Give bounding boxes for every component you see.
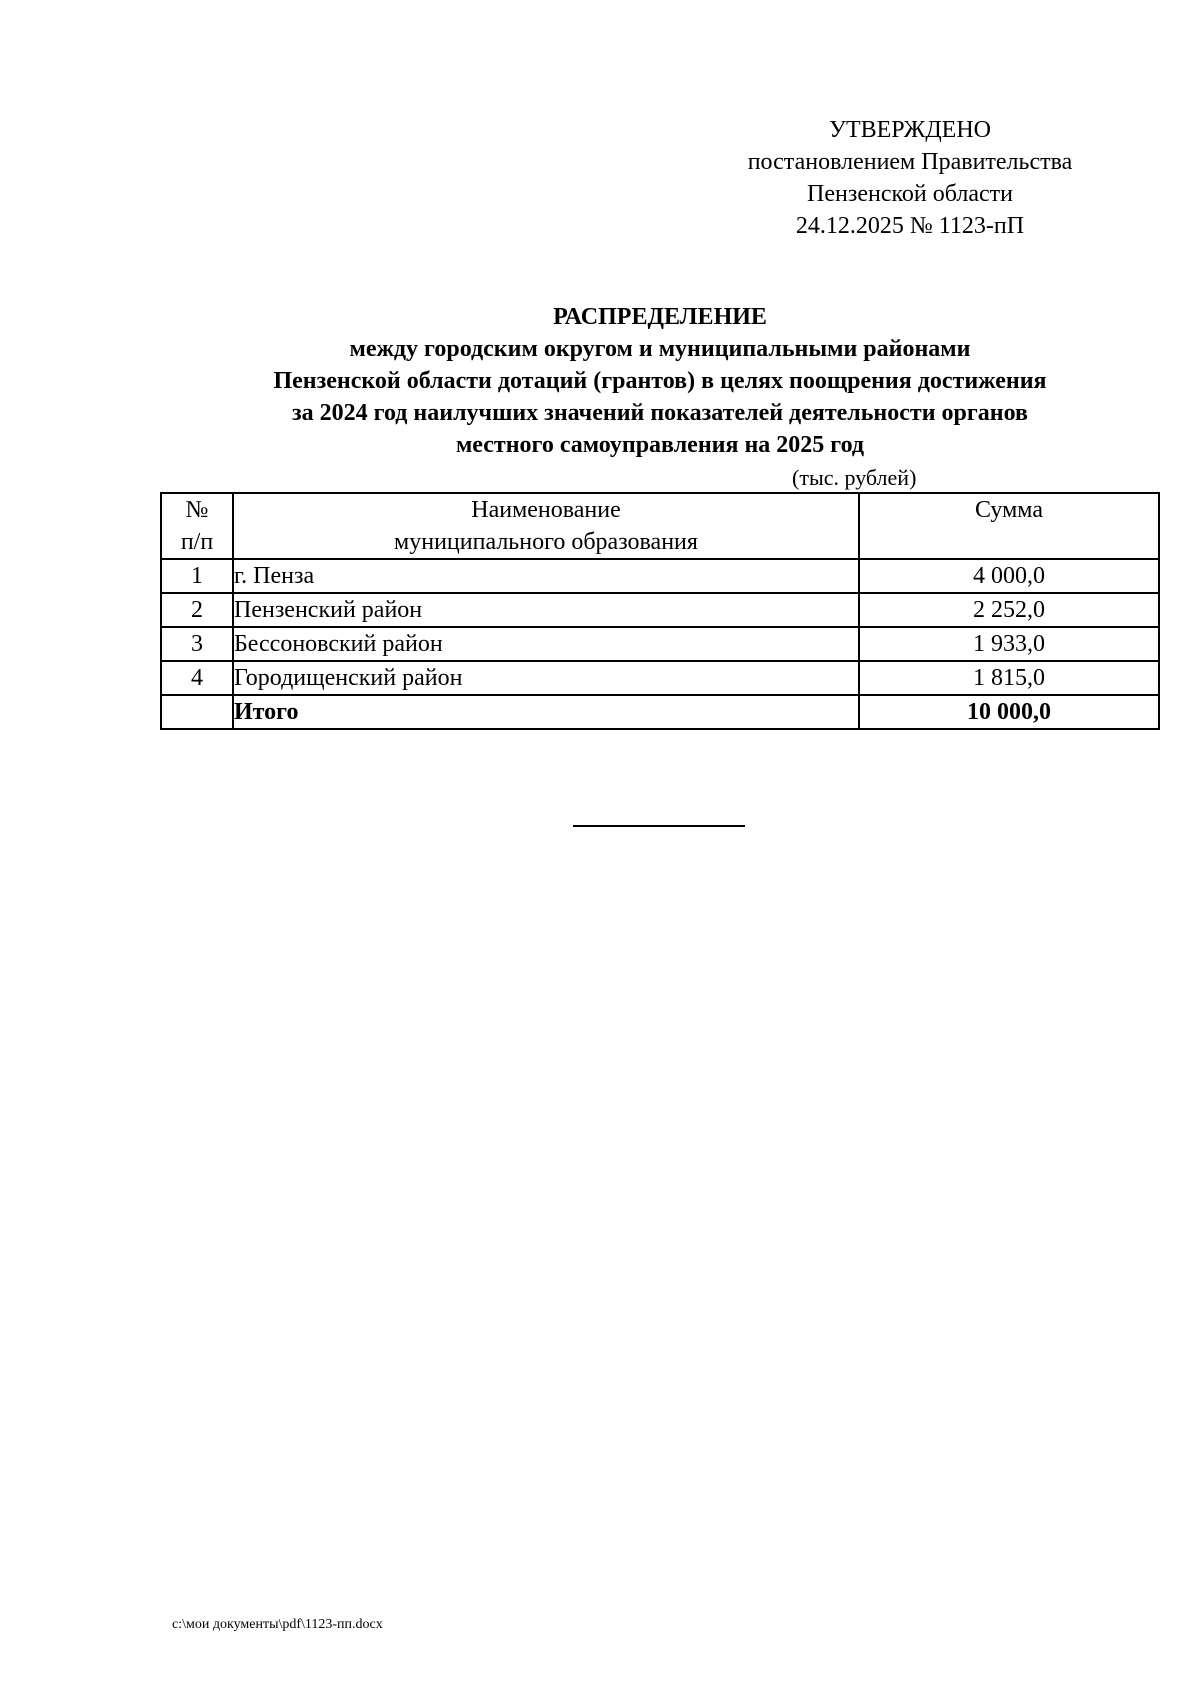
title-line: за 2024 год наилучших значений показателей деятельности органов [292,400,1028,426]
row-sum: 4 000,0 [859,559,1159,593]
footer-file-path: c:\мои документы\pdf\1123-пп.docx [172,1617,383,1632]
approval-date-number: 24.12.2025 № 1123-пП [795,213,1025,239]
row-sum: 1 933,0 [859,627,1159,661]
document-title [150,301,1170,461]
approval-line: Пензенской области [807,181,1013,207]
approval-line: постановлением Правительства [747,149,1073,175]
table-row [161,559,1159,593]
approval-heading: УТВЕРЖДЕНО [828,117,992,143]
row-number: 3 [161,627,233,661]
title-line: между городским округом и муниципальными районами [349,336,971,362]
header-name-line2: муниципального образования [394,529,698,555]
title-line: Пензенской области дотаций (грантов) в целях поощрения достижения [273,368,1047,394]
total-row [161,695,1159,729]
row-number: 4 [161,661,233,695]
table-header-row [161,493,1159,559]
row-number: 2 [161,593,233,627]
table-row [161,593,1159,627]
total-number-empty [161,695,233,729]
row-name: Городищенский район [233,661,859,695]
row-name: Бессоновский район [233,627,859,661]
header-number-line1: № [185,497,209,523]
title-heading: РАСПРЕДЕЛЕНИЕ [553,304,767,330]
table-row [161,627,1159,661]
header-name-line1: Наименование [471,497,621,523]
total-sum: 10 000,0 [859,695,1159,729]
separator-line [573,825,745,827]
distribution-table [160,492,1160,730]
row-sum: 2 252,0 [859,593,1159,627]
row-name: г. Пенза [233,559,859,593]
approval-block [735,114,1085,242]
header-number [161,493,233,559]
row-sum: 1 815,0 [859,661,1159,695]
header-sum-label: Сумма [975,497,1043,523]
row-number: 1 [161,559,233,593]
row-name: Пензенский район [233,593,859,627]
total-label: Итого [233,695,859,729]
header-name [233,493,859,559]
units-label: (тыс. рублей) [792,465,917,490]
header-number-line2: п/п [180,529,214,555]
header-sum [859,493,1159,559]
table-row [161,661,1159,695]
title-line: местного самоуправления на 2025 год [455,432,865,458]
